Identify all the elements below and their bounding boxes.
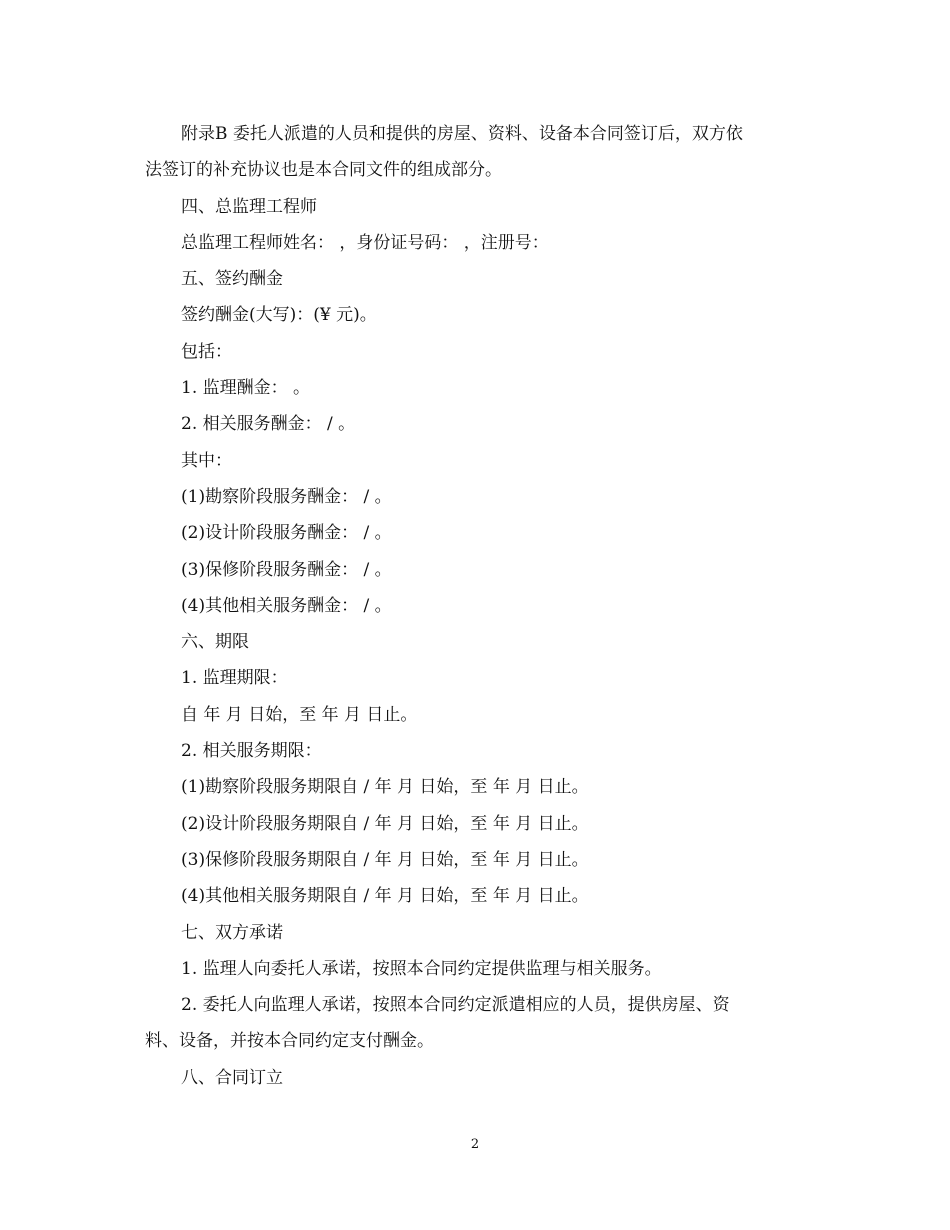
text-line: 2. 相关服务酬金： / 。 bbox=[181, 414, 356, 435]
text-line: (1)勘察阶段服务期限自 / 年 月 日始，至 年 月 日止。 bbox=[181, 777, 589, 798]
text-line: 2. 委托人向监理人承诺，按照本合同约定派遣相应的人员，提供房屋、资 bbox=[181, 995, 730, 1016]
text-line: (4)其他相关服务酬金： / 。 bbox=[181, 595, 392, 616]
page-number: 2 bbox=[470, 1137, 480, 1152]
text-line: 1. 监理酬金： 。 bbox=[181, 378, 311, 399]
text-line: 签约酬金(大写)：(¥ 元)。 bbox=[181, 305, 377, 326]
text-line: 1. 监理期限： bbox=[181, 668, 288, 689]
text-line: 附录B 委托人派遣的人员和提供的房屋、资料、设备本合同签订后，双方依 bbox=[181, 124, 743, 144]
text-line: 总监理工程师姓名： ，身份证号码： ，注册号： bbox=[181, 232, 549, 253]
text-line: 自 年 月 日始，至 年 月 日止。 bbox=[181, 704, 418, 725]
text-line: 五、签约酬金 bbox=[181, 269, 283, 290]
text-line: (4)其他相关服务期限自 / 年 月 日始，至 年 月 日止。 bbox=[181, 886, 589, 907]
text-line: (1)勘察阶段服务酬金： / 。 bbox=[181, 486, 392, 507]
text-line: 七、双方承诺 bbox=[181, 922, 283, 943]
document-body bbox=[145, 116, 805, 1096]
text-line: 法签订的补充协议也是本合同文件的组成部分。 bbox=[145, 160, 502, 181]
text-line: 四、总监理工程师 bbox=[181, 196, 317, 217]
text-line: (3)保修阶段服务期限自 / 年 月 日始，至 年 月 日止。 bbox=[181, 849, 589, 870]
text-line: 其中： bbox=[181, 450, 232, 471]
text-line: 1. 监理人向委托人承诺，按照本合同约定提供监理与相关服务。 bbox=[181, 958, 662, 979]
text-line: (2)设计阶段服务酬金： / 。 bbox=[181, 523, 392, 544]
text-line: (2)设计阶段服务期限自 / 年 月 日始，至 年 月 日止。 bbox=[181, 813, 589, 834]
text-line: 料、设备，并按本合同约定支付酬金。 bbox=[145, 1031, 434, 1052]
text-line: 八、合同订立 bbox=[181, 1067, 283, 1088]
text-line: 包括： bbox=[181, 341, 232, 362]
text-line: 2. 相关服务期限： bbox=[181, 741, 322, 762]
text-line: (3)保修阶段服务酬金： / 。 bbox=[181, 559, 392, 580]
text-line: 六、期限 bbox=[181, 632, 249, 653]
